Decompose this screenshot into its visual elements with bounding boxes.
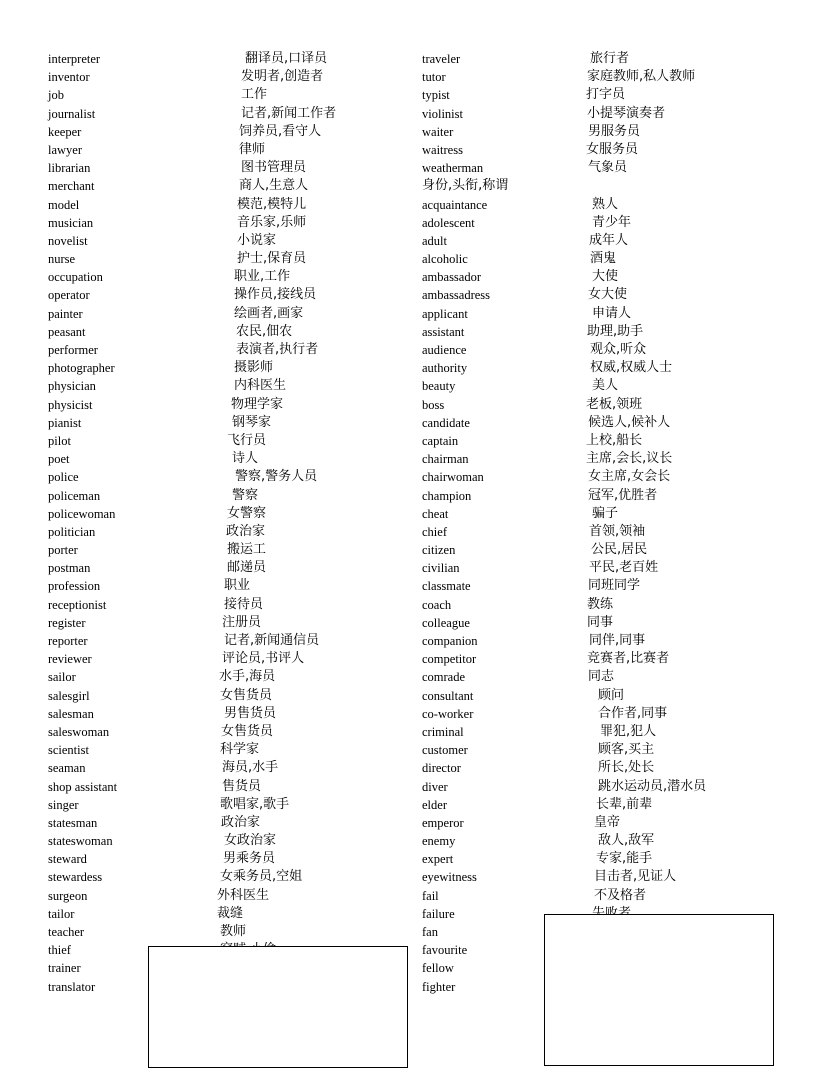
english-word: seaman bbox=[48, 761, 86, 776]
english-word: chief bbox=[422, 524, 447, 539]
english-word: eyewitness bbox=[422, 870, 477, 885]
chinese-translation: 顾问 bbox=[598, 687, 625, 703]
left-english-column bbox=[48, 50, 117, 996]
chinese-translation: 外科医生 bbox=[217, 887, 270, 903]
chinese-translation: 裁缝 bbox=[217, 905, 244, 921]
english-word: singer bbox=[48, 797, 79, 812]
chinese-translation: 骗子 bbox=[592, 505, 619, 521]
chinese-translation: 熟人 bbox=[592, 196, 619, 212]
chinese-translation: 邮递员 bbox=[227, 560, 267, 576]
english-word: ambassadress bbox=[422, 288, 491, 303]
english-word: saleswoman bbox=[48, 724, 110, 739]
english-word: fan bbox=[422, 925, 438, 939]
english-word: nurse bbox=[48, 252, 76, 267]
english-word: shop assistant bbox=[48, 779, 118, 794]
english-word: tailor bbox=[48, 906, 75, 921]
chinese-translation: 记者,新闻通信员 bbox=[224, 633, 320, 648]
chinese-translation: 公民,居民 bbox=[591, 542, 648, 558]
chinese-translation: 搬运工 bbox=[227, 542, 267, 558]
english-word: surgeon bbox=[48, 888, 88, 903]
english-word: postman bbox=[48, 561, 91, 576]
english-word: companion bbox=[422, 634, 478, 648]
chinese-translation: 大使 bbox=[592, 269, 619, 285]
chinese-translation: 科学家 bbox=[220, 742, 260, 758]
right-english-column bbox=[422, 50, 508, 996]
chinese-translation: 表演者,执行者 bbox=[236, 342, 319, 357]
english-word: ambassador bbox=[422, 270, 482, 285]
english-word: colleague bbox=[422, 615, 470, 630]
english-word: pianist bbox=[48, 415, 82, 430]
english-word: merchant bbox=[48, 179, 95, 194]
english-word: stateswoman bbox=[48, 834, 113, 849]
chinese-translation: 合作者,同事 bbox=[598, 705, 668, 721]
english-word: citizen bbox=[422, 543, 456, 558]
chinese-translation: 酒鬼 bbox=[590, 251, 617, 267]
chinese-translation: 罪犯,犯人 bbox=[600, 723, 657, 739]
english-word: favourite bbox=[422, 943, 468, 958]
chinese-translation: 物理学家 bbox=[231, 396, 284, 412]
chinese-translation: 成年人 bbox=[589, 232, 629, 248]
chinese-translation: 申请人 bbox=[592, 305, 632, 321]
english-word: champion bbox=[422, 488, 472, 503]
chinese-translation: 记者,新闻工作者 bbox=[241, 105, 337, 121]
english-word: physician bbox=[48, 379, 96, 394]
english-word: job bbox=[48, 88, 64, 103]
english-word: lawyer bbox=[48, 142, 83, 157]
english-word: musician bbox=[48, 215, 94, 230]
chinese-translation: 发明者,创造者 bbox=[241, 69, 324, 85]
chinese-translation: 旅行者 bbox=[590, 51, 630, 66]
english-word: customer bbox=[422, 743, 468, 758]
english-word: trainer bbox=[48, 961, 81, 976]
chinese-translation: 海员,水手 bbox=[222, 760, 279, 776]
chinese-translation: 青少年 bbox=[592, 214, 632, 230]
chinese-translation: 工作 bbox=[241, 87, 268, 103]
chinese-translation: 不及格者 bbox=[594, 887, 647, 903]
english-word: typist bbox=[422, 88, 450, 103]
chinese-translation: 诗人 bbox=[232, 451, 259, 467]
english-word: pilot bbox=[48, 433, 71, 448]
chinese-translation: 候选人,候补人 bbox=[588, 414, 671, 430]
english-word: librarian bbox=[48, 161, 91, 176]
english-word: expert bbox=[422, 852, 454, 867]
chinese-translation: 模范,模特儿 bbox=[237, 196, 307, 212]
chinese-translation: 女主席,女会长 bbox=[588, 469, 671, 485]
chinese-translation: 同伴,同事 bbox=[589, 633, 646, 648]
english-word: inventor bbox=[48, 70, 90, 85]
english-word: classmate bbox=[422, 579, 471, 594]
chinese-translation: 教师 bbox=[220, 924, 247, 939]
english-word: director bbox=[422, 761, 461, 776]
chinese-translation: 美人 bbox=[592, 378, 619, 394]
chinese-translation: 竞赛者,比赛者 bbox=[587, 651, 670, 667]
chinese-translation: 警察 bbox=[232, 487, 259, 503]
chinese-translation: 注册员 bbox=[222, 614, 262, 630]
chinese-translation: 警察,警务人员 bbox=[235, 469, 318, 485]
english-word: criminal bbox=[422, 724, 464, 739]
english-word: civilian bbox=[422, 561, 460, 576]
english-word: scientist bbox=[48, 743, 89, 758]
left-chinese-column bbox=[215, 50, 337, 996]
chinese-translation: 冠军,优胜者 bbox=[588, 487, 658, 503]
chinese-translation: 小说家 bbox=[237, 232, 277, 248]
chinese-translation: 顾客,买主 bbox=[598, 742, 655, 758]
english-word: fellow bbox=[422, 961, 454, 976]
chinese-translation: 平民,老百姓 bbox=[589, 560, 659, 576]
english-word: consultant bbox=[422, 688, 474, 703]
english-word: steward bbox=[48, 852, 87, 867]
english-word: emperor bbox=[422, 815, 464, 830]
chinese-translation: 教练 bbox=[587, 596, 614, 612]
english-word: waiter bbox=[422, 124, 454, 139]
english-word: keeper bbox=[48, 124, 82, 139]
english-word: fighter bbox=[422, 979, 456, 994]
chinese-translation: 长辈,前辈 bbox=[596, 796, 653, 812]
english-word: physicist bbox=[48, 397, 93, 412]
chinese-translation: 护士,保育员 bbox=[237, 251, 307, 267]
chinese-translation: 敌人,敌军 bbox=[598, 833, 655, 849]
chinese-translation: 女大使 bbox=[588, 287, 628, 303]
english-word: porter bbox=[48, 543, 78, 558]
english-word: applicant bbox=[422, 306, 468, 321]
english-word: captain bbox=[422, 433, 459, 448]
english-word: chairman bbox=[422, 452, 469, 467]
chinese-translation: 气象员 bbox=[588, 160, 628, 176]
chinese-translation: 政治家 bbox=[221, 814, 261, 830]
english-word: competitor bbox=[422, 652, 477, 667]
english-word: traveler bbox=[422, 52, 461, 66]
english-word: policewoman bbox=[48, 506, 116, 521]
chinese-translation bbox=[586, 177, 694, 195]
chinese-translation: 男售货员 bbox=[224, 705, 277, 721]
english-word: stewardess bbox=[48, 870, 103, 885]
chinese-translation: 评论员,书评人 bbox=[222, 651, 305, 667]
chinese-translation: 专家,能手 bbox=[596, 851, 653, 867]
english-word: waitress bbox=[422, 142, 463, 157]
chinese-translation: 女售货员 bbox=[221, 723, 274, 739]
chinese-translation: 女乘务员,空姐 bbox=[220, 869, 303, 885]
english-word: adolescent bbox=[422, 215, 475, 230]
chinese-translation: 同班同学 bbox=[588, 578, 641, 594]
chinese-translation: 绘画者,画家 bbox=[234, 305, 304, 321]
english-word: teacher bbox=[48, 925, 85, 939]
chinese-translation: 男乘务员 bbox=[223, 851, 276, 867]
chinese-translation: 助理,助手 bbox=[587, 323, 644, 339]
english-word: failure bbox=[422, 906, 455, 921]
english-word: journalist bbox=[48, 106, 96, 121]
english-word: receptionist bbox=[48, 597, 107, 612]
english-word: model bbox=[48, 197, 80, 212]
left-blank-box bbox=[148, 946, 408, 1068]
english-word: salesman bbox=[48, 706, 94, 721]
english-word: thief bbox=[48, 943, 71, 958]
english-word: profession bbox=[48, 579, 101, 594]
english-word: register bbox=[48, 615, 86, 630]
english-word: authority bbox=[422, 361, 468, 376]
english-word: policeman bbox=[48, 488, 101, 503]
section-heading: 身份,头衔,称谓 bbox=[422, 178, 509, 194]
chinese-translation: 律师 bbox=[239, 141, 266, 157]
right-chinese-column bbox=[586, 50, 707, 996]
english-word: photographer bbox=[48, 361, 115, 376]
chinese-translation: 同志 bbox=[588, 669, 615, 685]
chinese-translation: 所长,处长 bbox=[598, 760, 655, 776]
chinese-translation: 权威,权威人士 bbox=[590, 360, 673, 376]
chinese-translation: 女警察 bbox=[227, 505, 267, 521]
english-word: fail bbox=[422, 888, 439, 903]
chinese-translation: 政治家 bbox=[226, 523, 266, 539]
english-word: peasant bbox=[48, 324, 86, 339]
english-word: interpreter bbox=[48, 52, 101, 66]
chinese-translation: 男服务员 bbox=[588, 123, 641, 139]
english-word: cheat bbox=[422, 506, 449, 521]
english-word: adult bbox=[422, 233, 447, 248]
chinese-translation: 内科医生 bbox=[234, 378, 287, 394]
english-word: politician bbox=[48, 524, 96, 539]
english-word: weatherman bbox=[422, 161, 484, 176]
chinese-translation: 翻译员,口译员 bbox=[245, 51, 328, 66]
chinese-translation: 商人,生意人 bbox=[239, 178, 309, 194]
english-word: performer bbox=[48, 343, 98, 357]
chinese-translation: 同事 bbox=[587, 614, 614, 630]
english-word: painter bbox=[48, 306, 83, 321]
chinese-translation: 操作员,接线员 bbox=[234, 287, 317, 303]
english-word: diver bbox=[422, 779, 448, 794]
chinese-translation: 音乐家,乐师 bbox=[237, 214, 307, 230]
chinese-translation: 老板,领班 bbox=[586, 396, 643, 412]
english-word: enemy bbox=[422, 834, 456, 849]
chinese-translation: 目击者,见证人 bbox=[594, 869, 677, 885]
english-word: acquaintance bbox=[422, 197, 488, 212]
chinese-translation: 农民,佃农 bbox=[236, 323, 293, 339]
chinese-translation: 接待员 bbox=[224, 596, 264, 612]
chinese-translation: 钢琴家 bbox=[232, 414, 272, 430]
chinese-translation: 首领,领袖 bbox=[589, 523, 646, 539]
english-word: co-worker bbox=[422, 706, 474, 721]
chinese-translation: 主席,会长,议长 bbox=[586, 451, 673, 467]
chinese-translation: 饲养员,看守人 bbox=[239, 123, 322, 139]
chinese-translation: 打字员 bbox=[586, 87, 626, 103]
english-word: reviewer bbox=[48, 652, 92, 667]
english-word: poet bbox=[48, 452, 70, 467]
english-word: novelist bbox=[48, 233, 88, 248]
chinese-translation: 歌唱家,歌手 bbox=[220, 796, 290, 812]
english-word: comrade bbox=[422, 670, 466, 685]
chinese-translation: 女服务员 bbox=[586, 141, 639, 157]
english-word: occupation bbox=[48, 270, 103, 285]
chinese-translation: 跳水运动员,潜水员 bbox=[598, 778, 707, 794]
english-word: boss bbox=[422, 397, 445, 412]
right-blank-box bbox=[544, 914, 774, 1066]
english-word: police bbox=[48, 470, 79, 485]
chinese-translation: 女售货员 bbox=[220, 687, 273, 703]
english-word: candidate bbox=[422, 415, 470, 430]
chinese-translation: 上校,船长 bbox=[586, 432, 643, 448]
chinese-translation: 图书管理员 bbox=[241, 160, 307, 176]
chinese-translation: 飞行员 bbox=[227, 432, 267, 448]
english-word: beauty bbox=[422, 379, 456, 394]
english-word: audience bbox=[422, 343, 467, 357]
english-word: statesman bbox=[48, 815, 98, 830]
english-word: operator bbox=[48, 288, 90, 303]
english-word: translator bbox=[48, 979, 96, 994]
english-word: sailor bbox=[48, 670, 76, 685]
english-word: alcoholic bbox=[422, 252, 468, 267]
chinese-translation: 小提琴演奏者 bbox=[587, 105, 666, 121]
chinese-translation: 女政治家 bbox=[224, 833, 277, 849]
chinese-translation: 皇帝 bbox=[594, 814, 621, 830]
english-word: elder bbox=[422, 797, 447, 812]
english-word: violinist bbox=[422, 106, 463, 121]
chinese-translation: 职业 bbox=[224, 578, 251, 594]
chinese-translation: 摄影师 bbox=[234, 360, 274, 376]
english-word: reporter bbox=[48, 634, 88, 648]
english-word: salesgirl bbox=[48, 688, 90, 703]
english-word: assistant bbox=[422, 324, 465, 339]
chinese-translation: 家庭教师,私人教师 bbox=[587, 69, 696, 85]
chinese-translation: 售货员 bbox=[222, 778, 262, 794]
chinese-translation: 水手,海员 bbox=[219, 669, 276, 685]
english-word: tutor bbox=[422, 70, 446, 85]
chinese-translation: 观众,听众 bbox=[590, 342, 647, 357]
english-word: chairwoman bbox=[422, 470, 484, 485]
chinese-translation: 职业,工作 bbox=[234, 269, 291, 285]
english-word: coach bbox=[422, 597, 452, 612]
